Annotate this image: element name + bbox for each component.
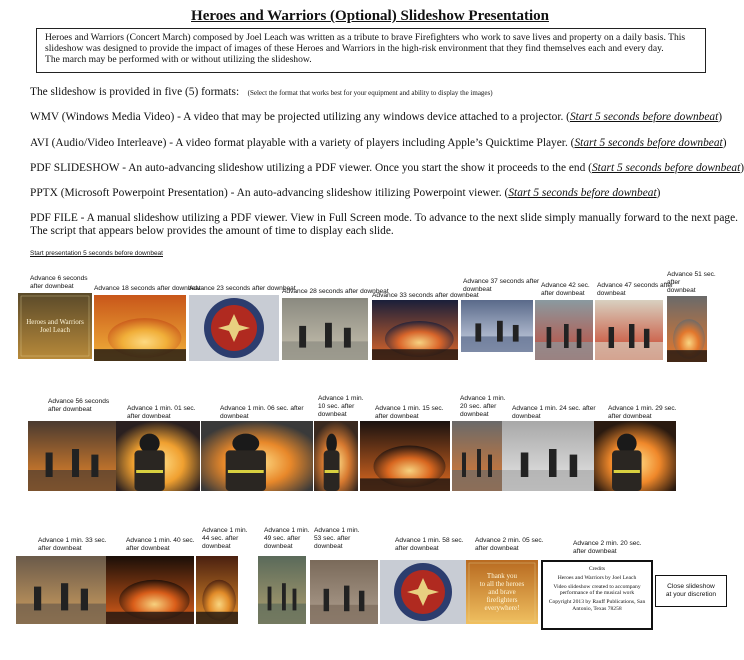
slide-thumbnail xyxy=(282,298,368,360)
slide-caption-line: after downbeat xyxy=(608,413,652,420)
slide-caption-line: downbeat xyxy=(512,413,541,420)
slide-caption xyxy=(189,285,296,293)
slide-caption xyxy=(314,527,359,551)
slide-caption xyxy=(126,537,195,553)
slide-caption-line: Advance 1 min. 24 sec. after xyxy=(512,405,596,412)
slide-caption-line: Advance 6 seconds xyxy=(30,275,88,282)
slide-thumbnail-text-line: and brave xyxy=(488,588,516,596)
slide-caption xyxy=(667,271,716,295)
slide-caption xyxy=(608,405,677,421)
credits-line-1: Heroes and Warriors by Joel Leach xyxy=(557,574,637,581)
slide-caption-line: Advance 1 min. 33 sec. xyxy=(38,537,107,544)
credits-line-3: Copyright 2013 by Rauff Publications, San Antonio, Texas 78258 xyxy=(548,599,646,612)
slide-caption-line: Advance 1 min. 15 sec. xyxy=(375,405,444,412)
formats-intro xyxy=(30,86,730,100)
credits-caption xyxy=(573,540,642,556)
slide-caption xyxy=(597,282,673,298)
slide-thumbnail xyxy=(310,560,378,624)
slide-caption xyxy=(512,405,596,421)
slide-caption-line: downbeat xyxy=(318,411,347,418)
slide-caption-line: after downbeat xyxy=(541,290,585,297)
slide-caption-line: downbeat xyxy=(202,543,231,550)
slide-caption-line: Advance 1 min. 40 sec. xyxy=(126,537,195,544)
slide-thumbnail xyxy=(106,556,194,624)
slide-caption-line: Advance 1 min. xyxy=(264,527,310,534)
slide-caption-line: after downbeat xyxy=(475,545,519,552)
slide-caption-line: downbeat xyxy=(314,543,343,550)
slide-thumbnail xyxy=(595,300,663,360)
slide-caption xyxy=(475,537,544,553)
slide-thumbnail xyxy=(189,295,279,361)
start-note: Start presentation 5 seconds before downbeat xyxy=(30,250,163,257)
slide-thumbnail xyxy=(94,295,186,361)
slide-caption-line: after xyxy=(667,279,681,286)
slide-thumbnail xyxy=(380,560,466,624)
slide-caption xyxy=(318,395,363,419)
slide-thumbnail-text-line: Joel Leach xyxy=(39,326,71,334)
format-avi-start: Start 5 seconds before downbeat xyxy=(574,137,723,149)
credits-line-2: Video slideshow created to accompany performance of the musical work xyxy=(553,583,641,597)
slide-caption-line: Advance 23 seconds after downbeat xyxy=(189,285,296,292)
slide-caption-line: after downbeat xyxy=(375,413,419,420)
format-pptx xyxy=(30,187,730,200)
slide-caption-line: after downbeat xyxy=(48,406,92,413)
slide-caption-line: downbeat xyxy=(460,411,489,418)
slide-caption-line: after downbeat xyxy=(30,283,74,290)
slide-thumbnail xyxy=(466,560,538,624)
slide-caption-line: Advance 56 seconds xyxy=(48,398,110,405)
slide-caption-line: 53 sec. after xyxy=(314,535,351,542)
slide-caption xyxy=(220,405,304,421)
pdf-file-line-2: The script that appears below provides the amount of time to display each slide. xyxy=(30,225,394,237)
slide-caption-line: Advance 37 seconds after xyxy=(463,278,540,285)
slide-caption xyxy=(38,537,107,553)
slide-caption-line: Advance 28 seconds after downbeat xyxy=(282,288,389,295)
format-wmv-end: ) xyxy=(718,111,723,123)
slide-caption-line: Advance 1 min. 58 sec. xyxy=(395,537,464,544)
slide-thumbnail xyxy=(16,556,106,624)
slide-caption-line: downbeat xyxy=(597,290,626,297)
slide-thumbnail xyxy=(201,421,313,491)
format-wmv-start: Start 5 seconds before downbeat xyxy=(569,111,719,123)
slide-caption-line: Advance 1 min. 01 sec. xyxy=(127,405,196,412)
pdf-file-line-1: PDF FILE - A manual slideshow utilizing a PDF viewer. View in Full Screen mode. To advance to the next slide simply manually forward to the next page. xyxy=(30,212,738,224)
slide-thumbnail-text-line: Heroes and Warriors xyxy=(26,318,84,326)
formats-intro-text: The slideshow is provided in five (5) formats: xyxy=(30,86,240,98)
format-wmv-text: WMV (Windows Media Video) - A video that may be projected utilizing any windows device attached to a projector. ( xyxy=(30,111,570,123)
slide-caption-line: Advance 42 sec. xyxy=(541,282,590,289)
slide-thumbnail-text-line: to all the heroes xyxy=(479,580,525,588)
slide-caption-line: Advance 1 min. xyxy=(460,395,506,402)
format-pdf-slideshow-text: PDF SLIDESHOW - An auto-advancing slideshow utilizing a PDF viewer. Once you start the show it proceeds to the end ( xyxy=(30,162,592,174)
slide-thumbnail xyxy=(535,300,593,360)
credits-caption-line-1: Advance 2 min. 20 sec. xyxy=(573,540,642,547)
slide-caption-line: 10 sec. after xyxy=(318,403,355,410)
slide-caption-line: Advance 1 min. 06 sec. after xyxy=(220,405,304,412)
slide-caption xyxy=(541,282,590,298)
credits-slide xyxy=(541,560,653,630)
slide-thumbnail xyxy=(461,300,533,352)
intro-box xyxy=(36,28,706,73)
format-pdf-slideshow-start: Start 5 seconds before downbeat xyxy=(591,162,741,174)
slide-thumbnail xyxy=(502,421,596,491)
slide-caption-line: after downbeat xyxy=(126,545,170,552)
credits-title: Credits xyxy=(588,566,606,572)
slide-caption-line: Advance 1 min. xyxy=(202,527,248,534)
slide-caption xyxy=(127,405,196,421)
slide-caption-line: downbeat xyxy=(667,287,696,294)
slide-caption xyxy=(395,537,464,553)
slide-thumbnail-text-line: firefighters xyxy=(486,596,518,604)
format-pptx-start: Start 5 seconds before downbeat xyxy=(508,187,657,199)
slide-caption-line: after downbeat xyxy=(127,413,171,420)
slide-thumbnail-text-line: Thank you xyxy=(486,572,518,580)
slide-thumbnail xyxy=(452,421,502,491)
slide-thumbnail xyxy=(372,300,458,360)
format-pptx-text: PPTX (Microsoft Powerpoint Presentation) - An auto-advancing slideshow itilizing Powerpoint viewer. ( xyxy=(30,187,509,199)
slide-thumbnail xyxy=(360,421,450,491)
slide-caption-line: Advance 2 min. 05 sec. xyxy=(475,537,544,544)
slide-caption xyxy=(264,527,309,551)
slide-caption-line: Advance 51 sec. xyxy=(667,271,716,278)
slide-thumbnail-text xyxy=(18,293,92,359)
slide-thumbnail xyxy=(594,421,676,491)
format-avi-end: ) xyxy=(722,137,727,149)
slide-caption-line: Advance 1 min. xyxy=(318,395,364,402)
slide-caption xyxy=(460,395,505,419)
slide-thumbnail xyxy=(196,556,238,624)
format-wmv xyxy=(30,111,730,124)
slide-caption-line: Advance 1 min. xyxy=(314,527,360,534)
slide-caption-line: after downbeat xyxy=(395,545,439,552)
intro-line-1: Heroes and Warriors (Concert March) composed by Joel Leach was written as a tribute to brave Firefighters who work to save lives and property on a daily basis. This xyxy=(45,32,686,43)
slide-caption-line: 20 sec. after xyxy=(460,403,497,410)
slide-thumbnail xyxy=(258,556,306,624)
document-title: Heroes and Warriors (Optional) Slideshow Presentation xyxy=(191,8,549,24)
slide-thumbnail xyxy=(667,296,707,362)
slide-thumbnail xyxy=(18,293,92,359)
format-pdf-file xyxy=(30,212,738,238)
close-slideshow-line-2: at your discretion xyxy=(665,591,717,598)
slide-caption xyxy=(463,278,539,294)
slide-caption-line: Advance 18 seconds after downbeat xyxy=(94,285,201,292)
slide-caption-line: Advance 47 seconds after xyxy=(597,282,674,289)
slide-caption xyxy=(30,275,88,291)
credits-caption-line-2: after downbeat xyxy=(573,548,617,555)
slide-caption xyxy=(94,285,201,293)
slide-caption xyxy=(48,398,109,414)
slide-thumbnail xyxy=(314,421,358,491)
slide-thumbnail xyxy=(116,421,200,491)
slide-caption-line: 49 sec. after xyxy=(264,535,301,542)
slide-caption-line: Advance 1 min. 29 sec. xyxy=(608,405,677,412)
slide-thumbnail xyxy=(28,421,116,491)
slide-caption xyxy=(202,527,247,551)
slide-thumbnail-text xyxy=(466,560,538,624)
slide-caption-line: after downbeat xyxy=(38,545,82,552)
intro-line-3: The march may be performed with or without utilizing the slideshow. xyxy=(45,54,312,65)
format-pdf-slideshow-end: ) xyxy=(740,162,744,174)
format-avi xyxy=(30,137,730,150)
slide-caption-line: Advance 33 seconds after downbeat xyxy=(372,292,479,299)
format-pdf-slideshow xyxy=(30,162,744,175)
format-pptx-end: ) xyxy=(656,187,661,199)
close-slideshow-line-1: Close slideshow xyxy=(667,583,715,590)
slide-thumbnail-text-line: everywhere! xyxy=(484,604,520,612)
slide-caption-line: downbeat xyxy=(264,543,293,550)
slide-caption-line: downbeat xyxy=(463,286,492,293)
format-avi-text: AVI (Audio/Video Interleave) - A video format playable with a variety of players including Apple’s Quicktime Player. ( xyxy=(30,137,575,149)
formats-note: (Select the format that works best for your equipment and ability to display the images) xyxy=(247,89,493,97)
intro-line-2: slideshow was designed to provide the impact of images of these Heroes and Warriors in the high-risk environment that they find themselves each and every day. xyxy=(45,43,664,54)
slide-caption-line: 44 sec. after xyxy=(202,535,239,542)
slide-caption-line: downbeat xyxy=(220,413,249,420)
slide-caption xyxy=(375,405,444,421)
close-slideshow-box xyxy=(655,575,727,607)
